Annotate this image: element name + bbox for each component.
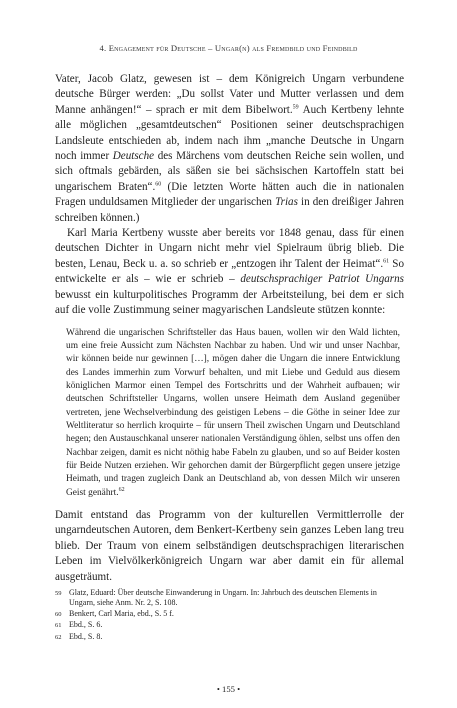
footnote-62 bbox=[55, 632, 404, 643]
text: bewusst ein kulturpolitisches Programm der Arbeitsteilung, bei dem er sich auf die volle Zustimmung seiner magyarischen Landsleute stützen konnte: bbox=[55, 288, 404, 317]
paragraph-2 bbox=[55, 226, 404, 318]
footnote-text: Glatz, Eduard: Über deutsche Einwanderung in Ungarn. In: Jahrbuch des deutschen Elements in Ungarn, siehe Anm. Nr. 2, S. 108. bbox=[69, 588, 377, 608]
emphasis: deutschsprachiger Patriot Ungarns bbox=[240, 273, 404, 286]
running-head bbox=[0, 43, 457, 53]
text: Karl Maria Kertbeny wusste aber bereits vor 1848 genau, dass für einen deutschen Dichter in Ungarn nicht mehr viel Spielraum übrig blieb. Die besten, Lenau, Beck u. a. so schrieb er „entzogen ihr Talent der Heimat“. bbox=[55, 227, 404, 270]
chapter-title: Engagement für Deutsche – Ungar(n) als Fremdbild und Feindbild bbox=[108, 43, 358, 53]
chapter-number: 4. bbox=[99, 43, 109, 53]
footnote-number: 59 bbox=[55, 590, 62, 597]
text: Vater, Jacob Glatz, gewesen ist – dem Königreich Ungarn verbundene deutsche Bürger werden: „Du sollst Vater und Mutter verlassen und dem Manne anhängen!“ – sprach er mit dem Bibelwort. bbox=[55, 73, 404, 116]
footnote-text: Benkert, Carl Maria, ebd., S. 5 f. bbox=[69, 608, 174, 618]
footnote-number: 61 bbox=[55, 622, 62, 630]
footnote-61 bbox=[55, 620, 404, 631]
footnote-ref-62[interactable]: 62 bbox=[118, 486, 125, 493]
block-quote bbox=[66, 327, 400, 500]
text: in den dreißiger Jahren schreiben können.) bbox=[55, 196, 404, 224]
paragraph-1 bbox=[55, 72, 404, 226]
footnote-ref-60[interactable]: 60 bbox=[155, 181, 162, 188]
emphasis: Deutsche bbox=[112, 150, 155, 163]
footnote-number: 60 bbox=[55, 610, 62, 618]
quote-text: Während die ungarischen Schriftsteller das Haus bauen, wollen wir den Wald lichten, um eine freie Aussicht zum Nächsten Nachbar zu haben. Und wir und unser Nachbar, wir können beide nur gewinnen […], mögen daher die Ungarn die innere Entwicklung des Landes immerhin zum Vorwurf behalten, und mit Liebe und Geduld aus diesem königlichen Marmor einen Tempel des Fortschritts und der Wahrheit aufbauen; wir deutschen Schriftsteller Ungarns, wollen unsere Heimath dem Ausland gegenüber vertreten, jene Wechselverbindung des geistigen Lebens – die Göthe in seiner Idee zur Weltliteratur so herrlich kroquirte – für unsern Theil zwischen Ungarn und Deutschland hegen; den Austauschkanal unserer nationalen Verständigung öhlen, selbst uns offen den Nachbar zeigen, damit es nicht nöthig habe Fabeln zu glauben, und so auf Beider kosten für Beide Nutzen erziehen. Wir gehorchen damit der Bürgerpflicht gegen unsere jetzige Heimath, und tragen zugleich Dank an Deutschland ab, von dessen Milch wir unseren Geist genährt. bbox=[66, 327, 400, 498]
paragraph-3: Damit entstand das Programm von der kulturellen Vermittlerrolle der ungarndeutschen Autoren, dem Benkert-Kertbeny sein ganzes Leben lang treu blieb. Der Traum von einem selbständigen deutschsprachigen literarischen Leben im Vielvölkerkönigreich Ungarn war aber damit ein für allemal ausgeträumt. bbox=[55, 508, 404, 583]
body-text bbox=[55, 72, 404, 585]
footnote-number: 62 bbox=[55, 633, 62, 641]
text: Auch Kertbeny lehnte alle möglichen „gesamtdeutschen“ Positionen seiner deutschsprachigen Landsleute entschieden ab, indem nach ihm „manche Deutsche in Ungarn noch immer bbox=[55, 103, 405, 163]
footnote-59 bbox=[55, 588, 404, 609]
page-number: • 155 • bbox=[216, 684, 241, 694]
text: des Märchens vom deutschen Reiche sein wollen, und sich oftmals gebärden, als säßen sie bei sächsischen Kartoffeln statt bei ungarischem Braten“. bbox=[55, 150, 405, 193]
footnotes bbox=[55, 588, 404, 643]
footnote-ref-59[interactable]: 59 bbox=[292, 104, 299, 111]
footnote-ref-61[interactable]: 61 bbox=[383, 258, 390, 265]
footnote-60 bbox=[55, 609, 404, 620]
emphasis: Trias bbox=[275, 196, 298, 209]
text: So entwickelte er als – wie er schrieb – bbox=[55, 257, 404, 286]
footnote-text: Ebd., S. 6. bbox=[69, 620, 103, 630]
text: (Die letzten Worte hätten auch die in nationalen Fragen unduldsamen Mitglieder der ungarischen bbox=[55, 180, 404, 209]
footnote-text: Ebd., S. 8. bbox=[69, 631, 103, 641]
